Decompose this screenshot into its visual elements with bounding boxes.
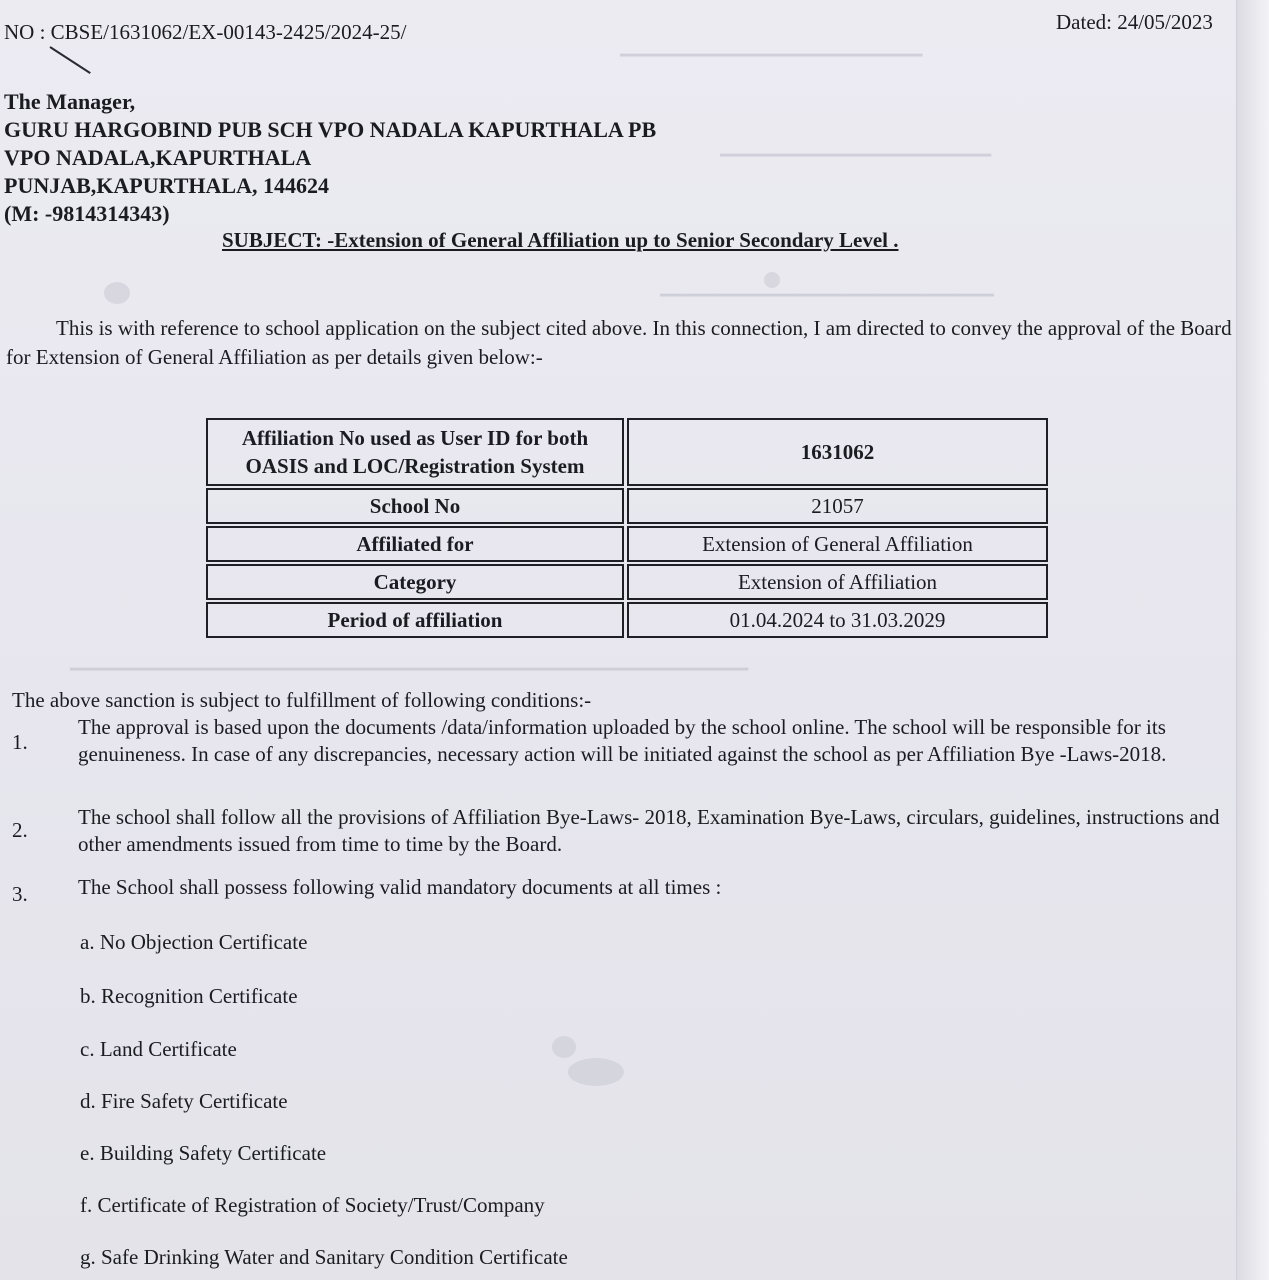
bleed-through-text: ━━━━━━━━━━━━━━━━━━━━━━━━━━━━━	[620, 46, 923, 65]
table-value-school-no: 21057	[627, 488, 1048, 524]
document-list-item: d. Fire Safety Certificate	[80, 1089, 288, 1113]
intro-text: This is with reference to school application on the subject cited above. In this connection, I am directed to convey the approval of the Board for Extension of General Affiliation as per details given below:-	[6, 316, 1232, 369]
condition-number: 3.	[12, 882, 28, 906]
document-list-item: f. Certificate of Registration of Society/Trust/Company	[80, 1193, 545, 1217]
table-row	[206, 418, 1048, 486]
ink-stain	[104, 282, 130, 304]
condition-number: 2.	[12, 818, 28, 842]
addressee-address-line1: VPO NADALA,KAPURTHALA	[4, 145, 312, 170]
addressee-salutation: The Manager,	[4, 89, 136, 114]
subject-line: SUBJECT: -Extension of General Affiliation up to Senior Secondary Level .	[222, 228, 899, 252]
addressee-block	[4, 88, 656, 228]
table-value-period: 01.04.2024 to 31.03.2029	[627, 602, 1048, 638]
table-row	[206, 488, 1048, 524]
pen-stroke	[49, 46, 90, 74]
bleed-through-text: ━━━━━━━━━━━━━━━━━━━━━━━━━━━━━━━━━━━━━━━━━━━━━━━━━━━━━━━━━━━━━━━━━	[70, 660, 749, 679]
document-list-item: e. Building Safety Certificate	[80, 1141, 327, 1165]
table-key-category: Category	[206, 564, 624, 600]
table-key-period: Period of affiliation	[206, 602, 624, 638]
letter-date: Dated: 24/05/2023	[1056, 10, 1213, 34]
document-list-item: a. No Objection Certificate	[80, 930, 308, 954]
table-row	[206, 602, 1048, 638]
condition-text: The approval is based upon the documents /data/information uploaded by the school online. The school will be responsible for its genuineness. In case of any discrepancies, necessary action will be initiated against the school as per Affiliation Bye -Laws-2018.	[78, 715, 1167, 766]
intro-paragraph	[6, 314, 1236, 372]
table-key-school-no: School No	[206, 488, 624, 524]
table-row	[206, 526, 1048, 562]
addressee-school-name: GURU HARGOBIND PUB SCH VPO NADALA KAPURTHALA PB	[4, 117, 657, 142]
ink-stain	[552, 1036, 576, 1058]
addressee-address-line2: PUNJAB,KAPURTHALA, 144624	[4, 173, 329, 198]
affiliation-details-table	[206, 418, 1048, 640]
conditions-intro: The above sanction is subject to fulfillment of following conditions:-	[12, 688, 592, 712]
table-value-affiliation-no: 1631062	[627, 418, 1048, 486]
condition-number: 1.	[12, 730, 28, 754]
table-row	[206, 564, 1048, 600]
addressee-mobile: (M: -9814314343)	[4, 201, 170, 226]
table-value-category: Extension of Affiliation	[627, 564, 1048, 600]
bleed-through-text: ━━━━━━━━━━━━━━━━━━━━━━━━━━	[720, 146, 992, 165]
condition-text: The school shall follow all the provisions of Affiliation Bye-Laws- 2018, Examination Bye-Laws, circulars, guidelines, instructions and other amendments issued from time to time by the Board.	[78, 805, 1220, 856]
document-list-item: b. Recognition Certificate	[80, 984, 298, 1008]
page-edge	[1236, 0, 1269, 1280]
table-key-affiliation-no: Affiliation No used as User ID for both OASIS and LOC/Registration System	[206, 418, 624, 486]
reference-number: NO : CBSE/1631062/EX-00143-2425/2024-25/	[4, 20, 407, 44]
condition-text: The School shall possess following valid mandatory documents at all times :	[78, 875, 722, 899]
document-list-item: c. Land Certificate	[80, 1037, 237, 1061]
ink-stain	[568, 1058, 624, 1086]
document-list-item: g. Safe Drinking Water and Sanitary Condition Certificate	[80, 1245, 568, 1269]
table-key-affiliated-for: Affiliated for	[206, 526, 624, 562]
table-value-affiliated-for: Extension of General Affiliation	[627, 526, 1048, 562]
bleed-through-text: ━━━━━━━━━━━━━━━━━━━━━━━━━━━━━━━━	[660, 286, 994, 305]
